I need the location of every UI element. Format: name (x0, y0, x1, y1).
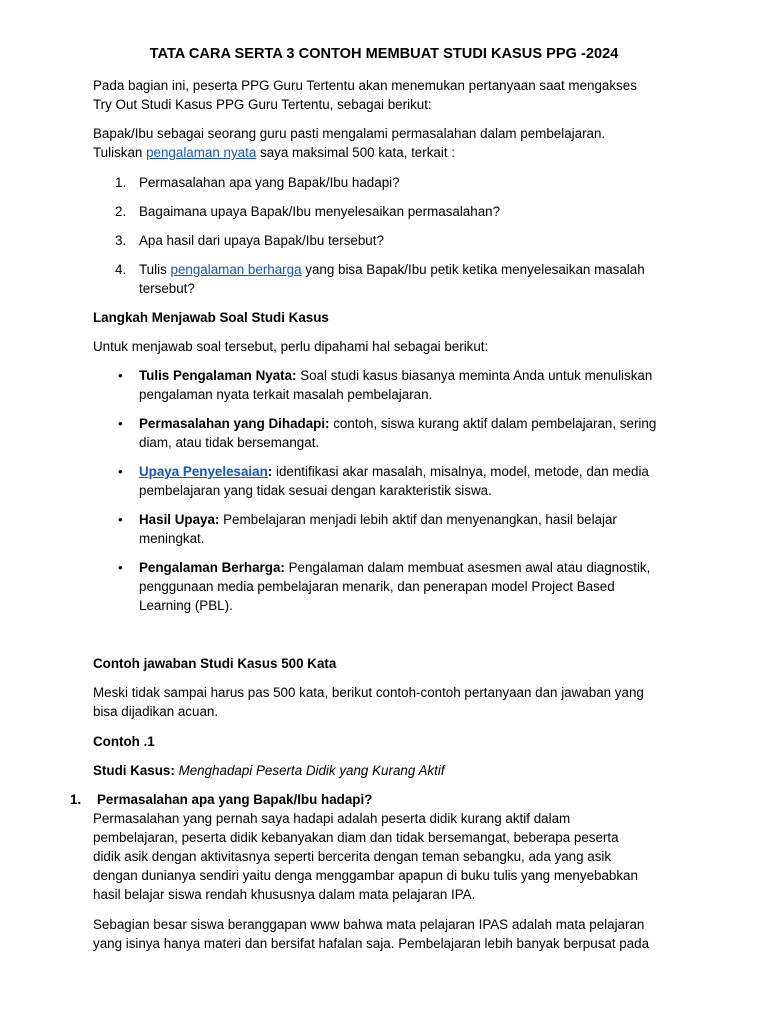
steps-intro: Untuk menjawab soal tersebut, perlu dipahami hal sebagai berikut: (93, 339, 489, 354)
bullet-term: Tulis Pengalaman Nyata: (139, 368, 297, 383)
bullet-icon: • (118, 464, 123, 479)
question-item: Bagaimana upaya Bapak/Ibu menyelesaikan permasalahan? (139, 204, 501, 219)
question-item: Permasalahan apa yang Bapak/Ibu hadapi? (139, 175, 400, 190)
bullet-item-continued: pembelajaran yang tidak sesuai dengan karakteristik siswa. (139, 483, 492, 498)
bullet-item-continued: diam, atau tidak bersemangat. (139, 435, 320, 450)
answer-line: didik asik dengan aktivitasnya seperti bercerita dengan teman sebangku, ada yang asik (93, 849, 612, 864)
intro-line-1: Pada bagian ini, peserta PPG Guru Tertentu akan menemukan pertanyaan saat mengakses (93, 78, 637, 93)
answer-question: Permasalahan apa yang Bapak/Ibu hadapi? (97, 792, 373, 807)
bullet-text: Soal studi kasus biasanya meminta Anda untuk menuliskan (296, 368, 653, 383)
bullet-term: Pengalaman Berharga: (139, 560, 285, 575)
answer-line: dengan dunianya sendiri yaitu denga menggambar apapun di buku tulis yang menyebabkan (93, 868, 638, 883)
bullet-item (139, 510, 694, 530)
bullet-item-continued: pengalaman nyata terkait masalah pembelajaran. (139, 387, 433, 402)
answer-line: Permasalahan yang pernah saya hadapi adalah peserta didik kurang aktif dalam (93, 811, 571, 826)
answer-number: 1. (70, 792, 82, 807)
question-number: 1. (115, 175, 127, 190)
pengalaman-nyata-link[interactable]: pengalaman nyata (146, 145, 257, 160)
prompt-text-tail: saya maksimal 500 kata, terkait : (256, 145, 455, 160)
examples-heading: Contoh jawaban Studi Kasus 500 Kata (93, 656, 337, 671)
bullet-term-colon: : (267, 464, 273, 479)
question-number: 3. (115, 233, 127, 248)
bullet-text: contoh, siswa kurang aktif dalam pembelajaran, sering (329, 416, 657, 431)
question-item: Apa hasil dari upaya Bapak/Ibu tersebut? (139, 233, 384, 248)
prompt-line-2 (93, 143, 693, 163)
bullet-item (139, 366, 694, 386)
case-label: Studi Kasus: (93, 763, 175, 778)
examples-intro-line-1: Meski tidak sampai harus pas 500 kata, berikut contoh-contoh pertanyaan dan jawaban yang (93, 685, 644, 700)
bullet-text: Pembelajaran menjadi lebih aktif dan menyenangkan, hasil belajar (219, 512, 617, 527)
answer-line: hasil belajar siswa rendah khususnya dalam mata pelajaran IPA. (93, 887, 476, 902)
bullet-item-continued: meningkat. (139, 531, 205, 546)
question-text-tail: yang bisa Bapak/Ibu petik ketika menyelesaikan masalah (301, 262, 645, 277)
bullet-term: Hasil Upaya: (139, 512, 220, 527)
bullet-item (139, 414, 694, 434)
paragraph-line: yang isinya hanya materi dan bersifat hafalan saja. Pembelajaran lebih banyak berpusat pada (93, 936, 650, 951)
bullet-text: Pengalaman dalam membuat asesmen awal atau diagnostik, (284, 560, 651, 575)
pengalaman-berharga-link[interactable]: pengalaman berharga (170, 262, 302, 277)
bullet-item (139, 462, 694, 482)
case-title (93, 761, 693, 781)
bullet-item (139, 558, 694, 578)
examples-intro-line-2: bisa dijadikan acuan. (93, 704, 219, 719)
bullet-icon: • (118, 368, 123, 383)
example-label: Contoh .1 (93, 734, 155, 749)
prompt-text: Tuliskan (93, 145, 147, 160)
document-title: TATA CARA SERTA 3 CONTOH MEMBUAT STUDI KASUS PPG -2024 (149, 46, 619, 62)
intro-line-2: Try Out Studi Kasus PPG Guru Tertentu, sebagai berikut: (93, 97, 432, 112)
question-item-continued: tersebut? (139, 281, 195, 296)
question-item (139, 260, 694, 280)
bullet-text: identifikasi akar masalah, misalnya, model, metode, dan media (272, 464, 649, 479)
bullet-term: Permasalahan yang Dihadapi: (139, 416, 330, 431)
question-number: 4. (115, 262, 127, 277)
question-text: Tulis (139, 262, 171, 277)
bullet-item-continued: Learning (PBL). (139, 598, 233, 613)
bullet-icon: • (118, 560, 123, 575)
steps-heading: Langkah Menjawab Soal Studi Kasus (93, 310, 329, 325)
bullet-icon: • (118, 416, 123, 431)
question-number: 2. (115, 204, 127, 219)
case-name: Menghadapi Peserta Didik yang Kurang Aktif (174, 763, 445, 778)
prompt-line-1: Bapak/Ibu sebagai seorang guru pasti mengalami permasalahan dalam pembelajaran. (93, 126, 606, 141)
upaya-penyelesaian-link[interactable]: Upaya Penyelesaian (139, 464, 268, 479)
paragraph-line: Sebagian besar siswa beranggapan www bahwa mata pelajaran IPAS adalah mata pelajaran (93, 917, 645, 932)
bullet-item-continued: penggunaan media pembelajaran menarik, dan penerapan model Project Based (139, 579, 615, 594)
bullet-icon: • (118, 512, 123, 527)
answer-line: pembelajaran, peserta didik kebanyakan diam dan tidak bersemangat, beberapa peserta (93, 830, 619, 845)
